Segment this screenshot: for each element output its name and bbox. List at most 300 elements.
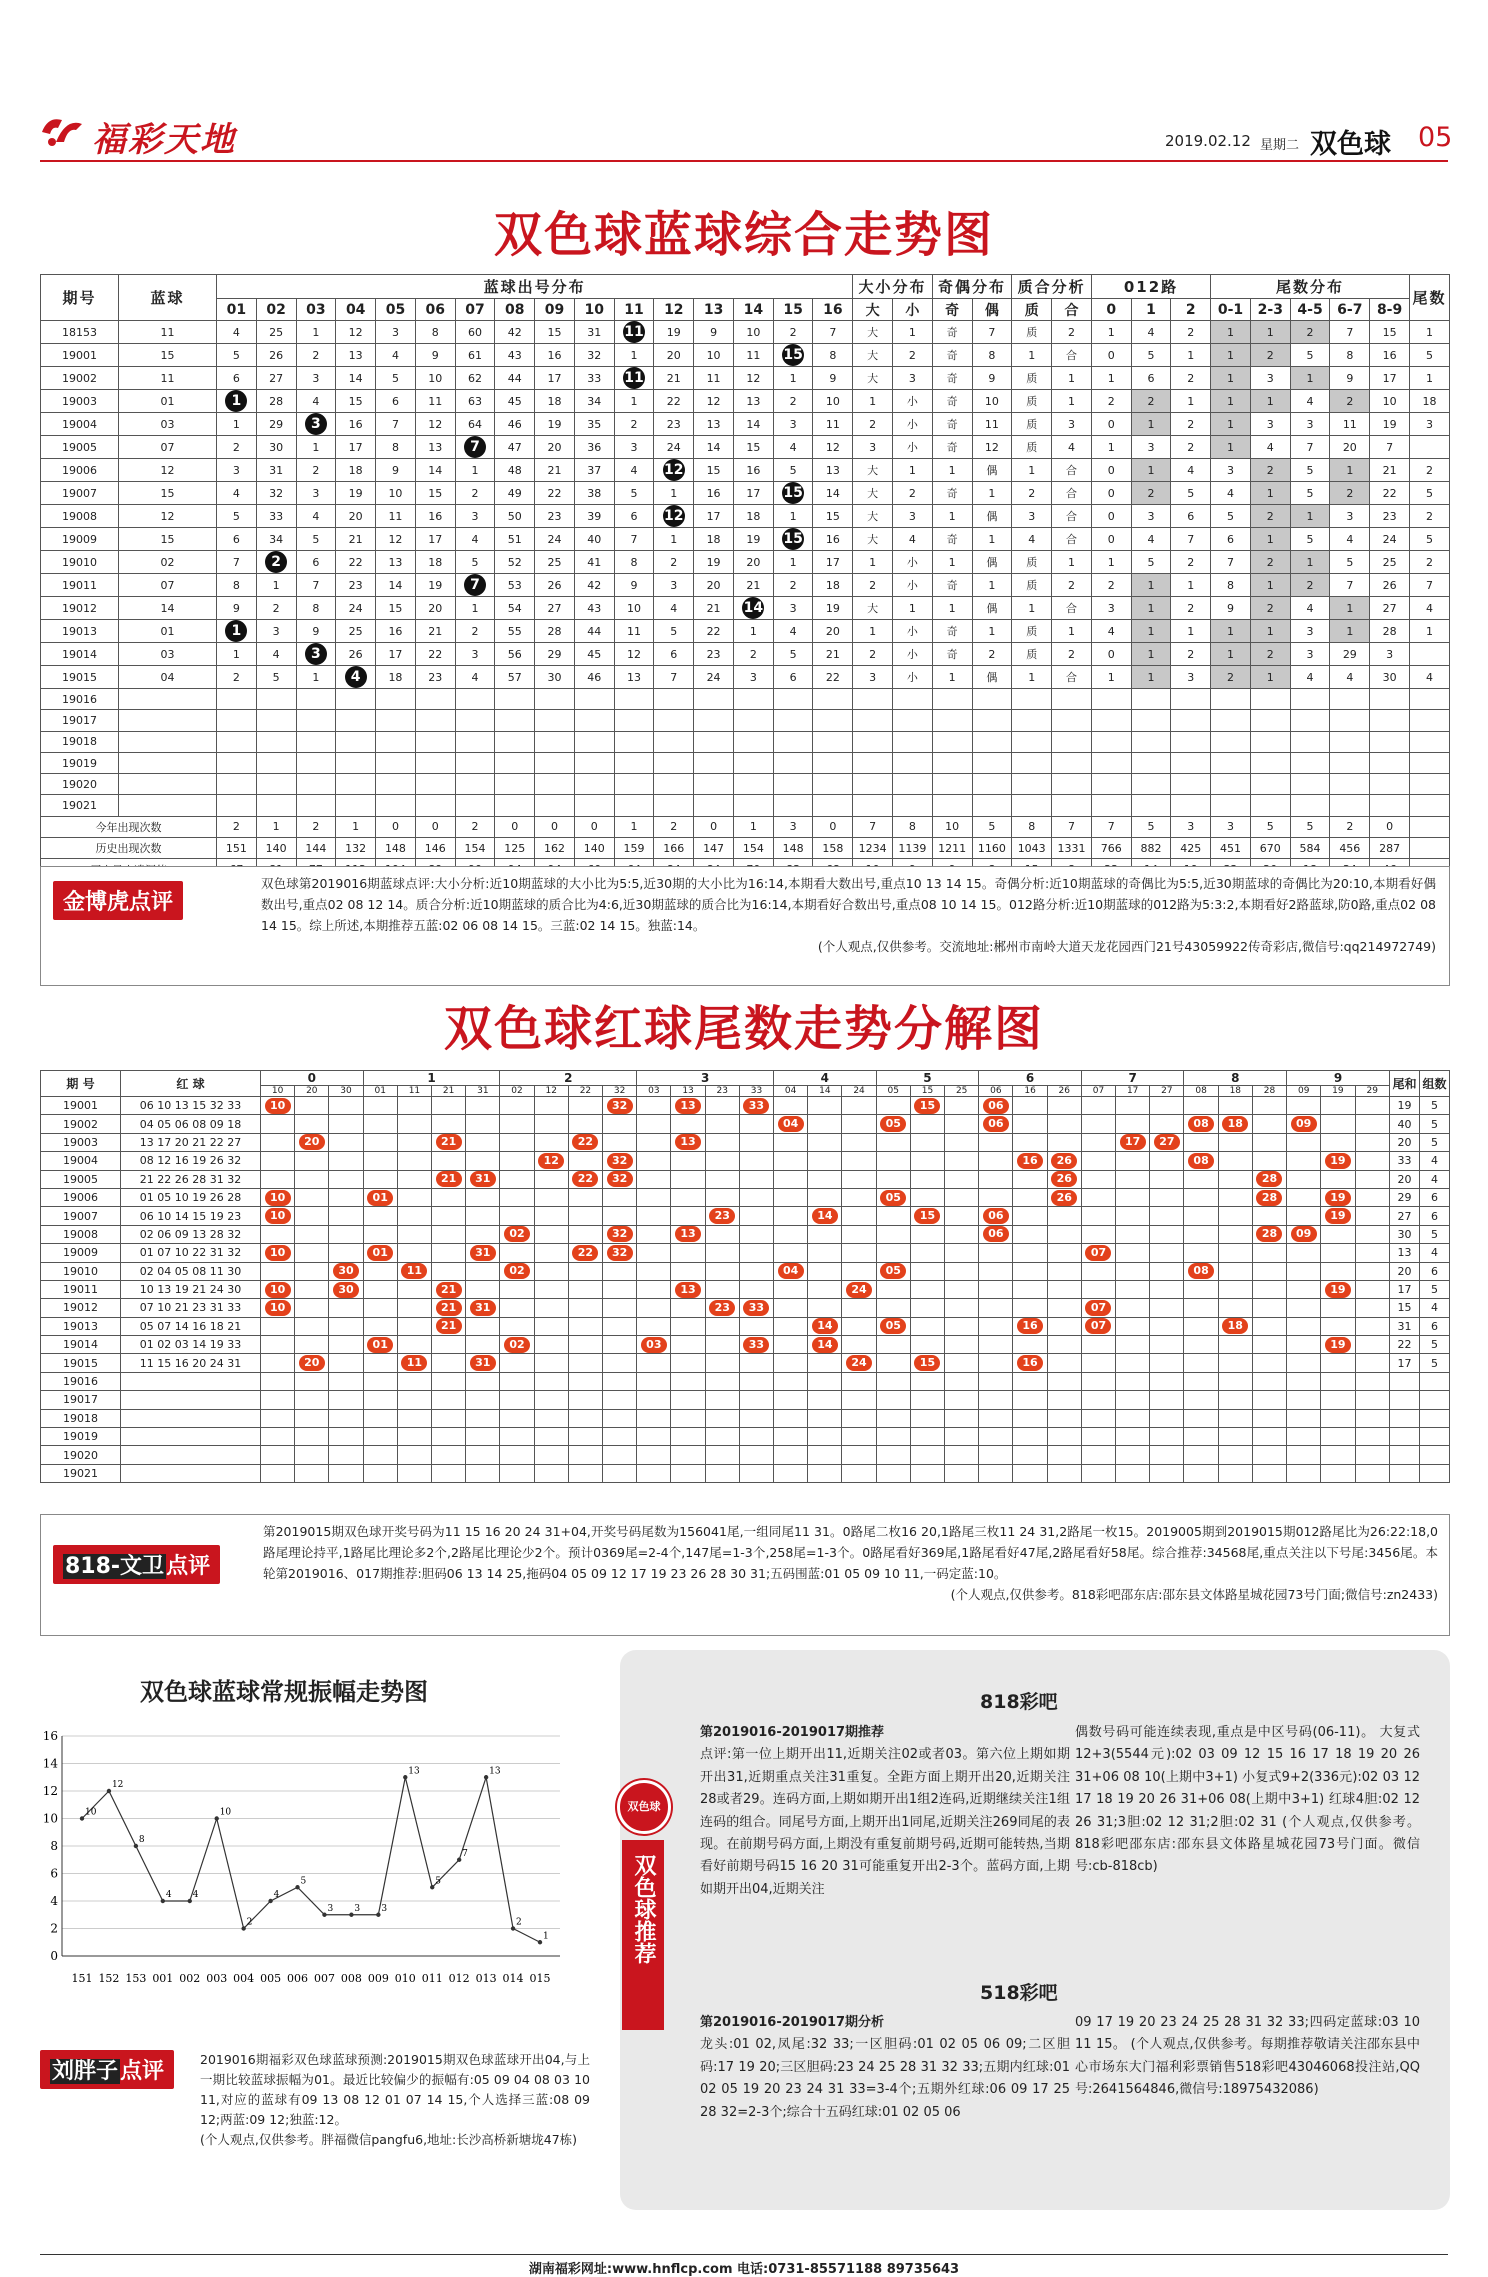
data-cell — [1047, 1280, 1081, 1298]
data-cell — [363, 1354, 397, 1372]
data-cell — [500, 1188, 534, 1206]
data-cell — [397, 1170, 431, 1188]
data-cell: 16 — [1370, 344, 1410, 367]
data-cell: 11 — [972, 413, 1012, 436]
data-cell — [432, 1097, 466, 1115]
data-cell — [733, 689, 773, 710]
table-row — [41, 752, 1450, 773]
data-point — [268, 1899, 272, 1903]
data-cell — [432, 1464, 466, 1482]
data-cell — [568, 1244, 602, 1262]
data-cell: 2 — [1052, 321, 1092, 344]
red-hit: 28 — [1256, 1226, 1282, 1242]
data-cell — [1409, 643, 1449, 666]
data-cell — [603, 1244, 637, 1262]
data-cell — [534, 1372, 568, 1390]
data-cell — [808, 1336, 842, 1354]
data-cell: 奇 — [932, 367, 972, 390]
data-cell — [1287, 1391, 1321, 1409]
data-cell: 45 — [574, 643, 614, 666]
data-cell — [979, 1244, 1013, 1262]
data-cell: 1 — [1171, 344, 1211, 367]
hit-ball: 2 — [265, 551, 287, 573]
data-cell: 4 — [1131, 528, 1171, 551]
data-cell — [1218, 1262, 1252, 1280]
red-hit: 08 — [1188, 1116, 1214, 1132]
data-cell — [637, 1336, 671, 1354]
data-point — [484, 1775, 488, 1779]
data-cell: 8 — [972, 344, 1012, 367]
data-cell — [739, 1446, 773, 1464]
data-cell — [945, 1225, 979, 1243]
data-cell: 62 — [455, 367, 495, 390]
data-cell — [808, 1188, 842, 1206]
data-cell: 4 — [773, 436, 813, 459]
red-hit: 28 — [1256, 1190, 1282, 1206]
data-cell: 10 — [972, 390, 1012, 413]
red-hit: 06 — [983, 1208, 1009, 1224]
blue-cell: 12 — [119, 459, 217, 482]
period-cell: 19001 — [41, 344, 119, 367]
data-cell — [534, 1188, 568, 1206]
data-cell: 22 — [813, 666, 853, 689]
red-hit: 22 — [572, 1245, 598, 1261]
data-cell: 1 — [1131, 643, 1171, 666]
groups-cell: 5 — [1420, 1354, 1450, 1372]
stats-label: 今年出现次数 — [41, 816, 217, 837]
data-cell: 49 — [495, 482, 535, 505]
red-hit: 01 — [367, 1190, 393, 1206]
data-cell — [534, 1152, 568, 1170]
data-cell: 15 — [376, 597, 416, 620]
data-cell — [694, 710, 734, 731]
red-hit: 32 — [607, 1098, 633, 1114]
data-cell — [705, 1354, 739, 1372]
col-oe: 奇偶分布 — [932, 275, 1012, 299]
data-cell: 30 — [1370, 666, 1410, 689]
data-cell — [1250, 774, 1290, 795]
data-cell — [415, 731, 455, 752]
data-point — [188, 1899, 192, 1903]
data-cell — [739, 1262, 773, 1280]
data-cell: 3 — [1290, 643, 1330, 666]
data-cell — [1013, 1372, 1047, 1390]
data-cell: 1 — [1250, 574, 1290, 597]
data-cell — [773, 344, 813, 367]
data-cell — [363, 1170, 397, 1188]
data-cell: 9 — [813, 367, 853, 390]
data-cell — [455, 710, 495, 731]
data-cell: 19 — [813, 597, 853, 620]
sum-cell — [1390, 1372, 1420, 1390]
stats-cell: 5 — [1250, 816, 1290, 837]
data-cell — [705, 1409, 739, 1427]
data-cell: 17 — [1370, 367, 1410, 390]
data-cell: 0 — [1091, 643, 1131, 666]
red-balls: 01 05 10 19 26 28 — [121, 1188, 261, 1206]
table-row — [41, 1391, 1450, 1409]
data-cell — [295, 1280, 329, 1298]
table-row — [41, 1115, 1450, 1133]
data-cell — [979, 1428, 1013, 1446]
panel-heading-818: 818彩吧 — [980, 1691, 1058, 1713]
data-cell — [574, 774, 614, 795]
data-cell — [945, 1115, 979, 1133]
x-tick-label: 007 — [313, 1972, 335, 1985]
header-rule — [40, 160, 1448, 162]
data-cell: 1 — [1131, 413, 1171, 436]
data-cell — [979, 1446, 1013, 1464]
data-cell: 15 — [733, 436, 773, 459]
data-cell — [739, 1225, 773, 1243]
data-cell — [705, 1188, 739, 1206]
data-cell — [945, 1317, 979, 1335]
data-cell — [1355, 1244, 1390, 1262]
data-cell — [603, 1299, 637, 1317]
data-cell — [876, 1446, 910, 1464]
hit-ball: 1 — [225, 620, 247, 642]
data-cell — [432, 1280, 466, 1298]
comment-body: 第2019015期双色球开奖号码为11 15 16 20 24 31+04,开奖号码尾数为156041尾,一组同尾11 31。0路尾二枚16 20,1路尾三枚11 24 31,2路尾一枚15。2019005期到2019015期012路尾比为26:22:18,0路尾理论持平,1路尾比理论多2个,2路尾比理论少2个。预计0369尾=2-4个,147尾=1-3个,258尾=1-3个。0路尾看好369尾,1路尾看好47尾,2路尾看好58尾。综合推荐:34568尾,重点关注以下号尾:3456尾。本轮第2019016、017期推荐:胆码06 13 14 25,拖码04 05 09 12 17 19 23 26 28 30 31;五码围蓝:01 05 09 10 11,一码定蓝:10。 (个人观点,仅供参考。818彩吧邵东店:邵东县文体路星城花园73号门面;微信号:zn2433) — [263, 1524, 1438, 1602]
data-cell — [910, 1446, 944, 1464]
data-cell: 25 — [535, 551, 575, 574]
data-cell — [376, 774, 416, 795]
data-cell — [466, 1262, 500, 1280]
red-hit: 24 — [846, 1355, 872, 1371]
sub-header: 15 — [910, 1086, 944, 1097]
data-cell: 1 — [1091, 666, 1131, 689]
data-cell — [535, 731, 575, 752]
data-cell — [932, 731, 972, 752]
data-cell — [1355, 1428, 1390, 1446]
red-balls: 08 12 16 19 26 32 — [121, 1152, 261, 1170]
data-cell: 1 — [654, 528, 694, 551]
red-hit: 09 — [1291, 1116, 1317, 1132]
data-cell: 5 — [1131, 344, 1171, 367]
red-hit: 01 — [367, 1337, 393, 1353]
data-cell — [329, 1170, 363, 1188]
data-cell — [637, 1409, 671, 1427]
data-cell — [910, 1244, 944, 1262]
data-cell: 1 — [853, 620, 893, 643]
sum-cell: 13 — [1390, 1244, 1420, 1262]
data-cell: 17 — [813, 551, 853, 574]
hit-ball: 12 — [663, 505, 685, 527]
data-cell: 5 — [1409, 344, 1449, 367]
data-cell: 48 — [495, 459, 535, 482]
sub-header: 32 — [603, 1086, 637, 1097]
data-cell — [945, 1152, 979, 1170]
data-cell: 34 — [574, 390, 614, 413]
data-cell — [1150, 1097, 1184, 1115]
data-cell — [1184, 1170, 1218, 1188]
period-cell: 19002 — [41, 1115, 121, 1133]
data-cell — [329, 1262, 363, 1280]
data-cell — [671, 1464, 705, 1482]
red-balls: 01 07 10 22 31 32 — [121, 1244, 261, 1262]
data-cell — [1321, 1115, 1355, 1133]
data-cell — [534, 1097, 568, 1115]
red-hit: 32 — [607, 1226, 633, 1242]
data-cell — [603, 1262, 637, 1280]
data-cell — [1218, 1188, 1252, 1206]
data-cell — [1013, 1152, 1047, 1170]
red-hit: 05 — [880, 1190, 906, 1206]
data-cell — [1218, 1097, 1252, 1115]
table-row — [41, 1188, 1450, 1206]
data-cell — [295, 1299, 329, 1317]
data-cell — [1290, 731, 1330, 752]
data-cell: 1 — [1171, 574, 1211, 597]
data-cell — [671, 1097, 705, 1115]
data-cell: 1 — [1330, 620, 1370, 643]
data-cell: 36 — [574, 436, 614, 459]
panel-818-left: 第2019016-2019017期推荐 点评:第一位上期开出11,近期关注02或者03。第六位上期如期开出31,近期重点关注31重复。全距方面上期开出20,近期关注28或者29。连码方面,上期如期开出1组2连码,近期继续关注1组连码的组合。同尾号方面,上期开出1同尾,近期关注269同尾的表现。在前期号码方面,上期没有重复前期号码,近期可能转热,当期看好前期号码15 16 20 31可能重复开出2-3个。蓝码方面,上期如期开出04,近期关注 — [700, 1725, 1070, 1897]
data-cell — [415, 795, 455, 816]
data-cell: 10 — [1370, 390, 1410, 413]
data-cell — [637, 1133, 671, 1151]
data-cell — [773, 731, 813, 752]
data-cell — [1184, 1464, 1218, 1482]
digit-group: 7 — [1081, 1071, 1184, 1086]
data-cell — [1171, 731, 1211, 752]
data-cell: 7 — [1330, 574, 1370, 597]
blue-cell: 11 — [119, 367, 217, 390]
data-cell — [296, 710, 336, 731]
data-cell — [1287, 1225, 1321, 1243]
red-hit: 17 — [1120, 1134, 1146, 1150]
data-cell — [1321, 1446, 1355, 1464]
data-cell — [119, 774, 217, 795]
data-cell: 19 — [654, 321, 694, 344]
y-tick-label: 4 — [50, 1894, 58, 1908]
data-cell: 7 — [614, 528, 654, 551]
data-cell — [694, 774, 734, 795]
data-cell — [1116, 1372, 1150, 1390]
data-cell: 8 — [614, 551, 654, 574]
data-cell — [1184, 1317, 1218, 1335]
data-cell — [705, 1391, 739, 1409]
data-cell — [876, 1391, 910, 1409]
data-cell — [739, 1115, 773, 1133]
data-cell — [1150, 1299, 1184, 1317]
data-cell — [256, 774, 296, 795]
data-cell — [466, 1428, 500, 1446]
sub-header: 22 — [568, 1086, 602, 1097]
data-cell: 3 — [893, 505, 933, 528]
data-cell — [397, 1280, 431, 1298]
data-cell: 1 — [932, 597, 972, 620]
data-cell — [1013, 1097, 1047, 1115]
sub-header: 06 — [979, 1086, 1013, 1097]
data-cell: 45 — [495, 390, 535, 413]
data-cell — [217, 795, 257, 816]
data-cell — [1218, 1133, 1252, 1151]
data-cell: 24 — [694, 666, 734, 689]
data-cell — [455, 752, 495, 773]
blue-cell: 14 — [119, 597, 217, 620]
data-cell — [1013, 1262, 1047, 1280]
table-row — [41, 1409, 1450, 1427]
stats-cell: 1 — [256, 816, 296, 837]
data-cell — [1250, 710, 1290, 731]
x-tick-label: 001 — [152, 1972, 174, 1985]
data-cell — [808, 1428, 842, 1446]
data-cell — [1252, 1225, 1286, 1243]
col-period: 期 号 — [41, 1071, 121, 1097]
stats-cell: 125 — [495, 838, 535, 859]
data-cell: 5 — [773, 459, 813, 482]
data-cell: 13 — [694, 413, 734, 436]
issue-date: 2019.02.12 — [1165, 132, 1251, 150]
table-row — [41, 1262, 1450, 1280]
stats-cell: 1043 — [1012, 838, 1052, 859]
red-hit: 14 — [812, 1208, 838, 1224]
data-cell — [1013, 1207, 1047, 1225]
data-cell: 21 — [415, 620, 455, 643]
data-cell: 3 — [614, 436, 654, 459]
period-cell: 19019 — [41, 752, 119, 773]
data-cell — [534, 1299, 568, 1317]
digit-group: 5 — [876, 1071, 979, 1086]
data-cell — [637, 1317, 671, 1335]
sub-header: 12 — [654, 299, 694, 321]
red-hit: 14 — [812, 1318, 838, 1334]
data-cell — [910, 1280, 944, 1298]
data-cell: 1 — [893, 459, 933, 482]
data-cell — [1081, 1207, 1115, 1225]
data-cell — [1218, 1170, 1252, 1188]
data-cell: 大 — [853, 528, 893, 551]
data-cell — [535, 710, 575, 731]
red-balls: 07 10 21 23 31 33 — [121, 1299, 261, 1317]
data-cell: 7 — [1171, 528, 1211, 551]
data-cell: 奇 — [932, 620, 972, 643]
data-cell: 0 — [1091, 344, 1131, 367]
table-row — [41, 1299, 1450, 1317]
data-cell — [397, 1428, 431, 1446]
data-cell — [1171, 795, 1211, 816]
data-cell — [853, 689, 893, 710]
data-cell — [876, 1170, 910, 1188]
data-cell — [1091, 731, 1131, 752]
data-cell: 0 — [1091, 528, 1131, 551]
data-cell: 4 — [1409, 597, 1449, 620]
data-cell — [217, 390, 257, 413]
data-cell — [1321, 1464, 1355, 1482]
sum-cell: 40 — [1390, 1115, 1420, 1133]
data-cell: 3 — [853, 436, 893, 459]
data-cell — [808, 1225, 842, 1243]
data-cell — [1184, 1115, 1218, 1133]
data-cell — [694, 689, 734, 710]
data-cell — [979, 1317, 1013, 1335]
data-cell: 大 — [853, 505, 893, 528]
data-cell — [1013, 1391, 1047, 1409]
data-cell — [842, 1372, 876, 1390]
stats-cell: 147 — [694, 838, 734, 859]
data-label: 2 — [246, 1917, 253, 1928]
data-cell: 18 — [415, 551, 455, 574]
data-cell: 5 — [376, 367, 416, 390]
data-cell: 31 — [574, 321, 614, 344]
data-cell — [568, 1170, 602, 1188]
groups-cell: 5 — [1420, 1336, 1450, 1354]
data-cell: 2 — [1012, 482, 1052, 505]
data-cell — [1116, 1244, 1150, 1262]
data-label: 5 — [300, 1876, 307, 1887]
data-cell: 1 — [1131, 574, 1171, 597]
red-hit: 10 — [265, 1098, 291, 1114]
red-hit: 21 — [436, 1318, 462, 1334]
data-cell — [1321, 1391, 1355, 1409]
data-cell: 23 — [1370, 505, 1410, 528]
comment-body: 双色球第2019016期蓝球点评:大小分析:近10期蓝球的大小比为5:5,近30期的大小比为16:14,本期看大数出号,重点10 13 14 15。奇偶分析:近10期蓝球的奇偶比为5:5,近30期蓝球的奇偶比为20:10,本期看好偶数出号,重点02 08 12 14。质合分析:近10期蓝球的质合比为4:6,近30期蓝球的质合比为16:14,本期看好合数出号,重点08 10 14 15。012路分析:近10期蓝球的012路为5:3:2,本期看好2路蓝球,防0路,重点02 08 14 15。综上所述,本期推荐五蓝:02 06 08 14 15。三蓝:02 14 15。独蓝:14。 (个人观点,仅供参考。交流地址:郴州市南岭大道天龙花园西门21号43059922传奇彩店,微信号:qq214972749) — [261, 876, 1436, 954]
panel-518-left: 第2019016-2019017期分析 龙头:01 02,凤尾:32 33;一区胆码:01 02 05 06 09;二区胆码:17 19 20;三区胆码:23 24 25 28 31 32 33;五期内红球:01 02 05 19 20 23 24 31 33=3-4个;五期外红球:06 09 17 25 28 32=2-3个;综合十五码红球:01 02 05 06 — [700, 2015, 1070, 2120]
data-cell: 1 — [1012, 459, 1052, 482]
comment-wenwei — [40, 1514, 1450, 1636]
data-cell: 55 — [495, 620, 535, 643]
table-row — [41, 1097, 1450, 1115]
data-cell: 19 — [535, 413, 575, 436]
stats-cell: 0 — [535, 816, 575, 837]
sub-header: 08 — [1184, 1086, 1218, 1097]
data-cell — [893, 795, 933, 816]
data-cell — [256, 710, 296, 731]
stats-cell: 1211 — [932, 838, 972, 859]
data-cell — [432, 1409, 466, 1427]
table-row — [41, 436, 1450, 459]
col-groups: 组数 — [1420, 1071, 1450, 1097]
data-cell — [876, 1115, 910, 1133]
data-cell — [910, 1225, 944, 1243]
data-cell — [119, 731, 217, 752]
data-cell: 26 — [336, 643, 376, 666]
data-cell: 23 — [336, 574, 376, 597]
data-cell — [329, 1115, 363, 1133]
sub-header: 0 — [1091, 299, 1131, 321]
data-cell — [1321, 1262, 1355, 1280]
data-cell — [1013, 1244, 1047, 1262]
data-cell — [534, 1336, 568, 1354]
data-cell: 奇 — [932, 344, 972, 367]
data-cell: 2 — [1171, 321, 1211, 344]
data-cell: 2 — [893, 482, 933, 505]
red-hit: 30 — [333, 1263, 359, 1279]
data-cell — [853, 752, 893, 773]
data-cell — [1321, 1152, 1355, 1170]
data-cell — [1013, 1354, 1047, 1372]
data-cell — [568, 1299, 602, 1317]
data-cell — [733, 795, 773, 816]
sub-header: 17 — [1116, 1086, 1150, 1097]
data-cell — [363, 1133, 397, 1151]
data-cell: 1 — [853, 551, 893, 574]
table-row — [41, 1464, 1450, 1482]
data-cell — [932, 752, 972, 773]
data-cell — [1252, 1464, 1286, 1482]
table-row — [41, 482, 1450, 505]
period-cell: 19017 — [41, 710, 119, 731]
sub-header: 14 — [733, 299, 773, 321]
data-cell — [603, 1207, 637, 1225]
data-cell — [671, 1115, 705, 1133]
data-cell — [295, 1170, 329, 1188]
data-cell — [534, 1280, 568, 1298]
blue-cell: 15 — [119, 344, 217, 367]
data-cell — [1047, 1317, 1081, 1335]
sub-header: 04 — [774, 1086, 808, 1097]
